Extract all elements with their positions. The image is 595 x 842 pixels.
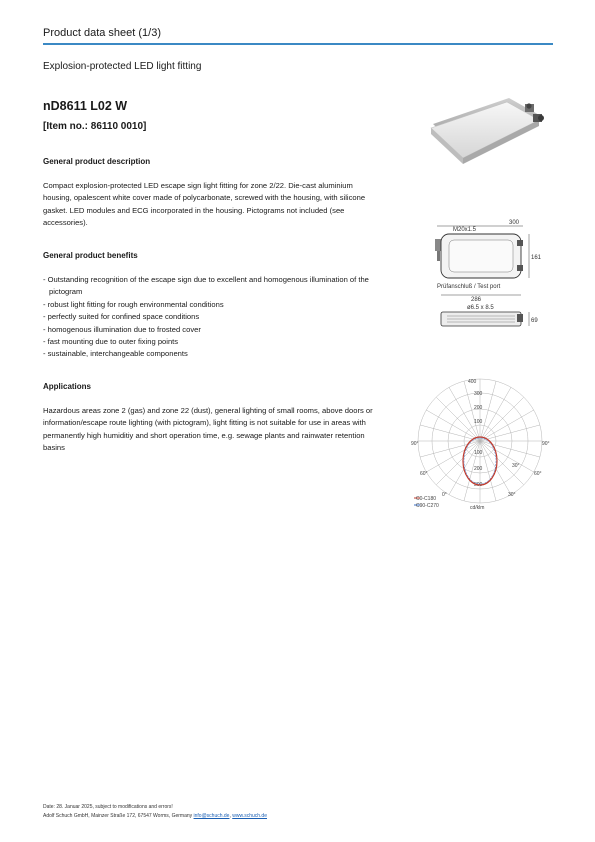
benefits-list (43, 274, 378, 361)
polar-angle-label: 30° (512, 463, 520, 469)
header-divider (43, 43, 553, 45)
footer-address-line: Adolf Schuch GmbH, Mainzer Straße 172, 67547 Worms, Germany info@schuch.de, www.schuch.de (43, 812, 267, 819)
dim-height: 69 (531, 318, 538, 324)
polar-angle-label: 60° (534, 471, 542, 477)
dim-thread: M20x1.5 (453, 227, 477, 233)
product-photo (425, 92, 550, 174)
polar-ring-label: 300 (474, 482, 483, 488)
polar-angle-label: 60° (420, 471, 428, 477)
applications-text: Hazardous areas zone 2 (gas) and zone 22 (dust), general lighting of small rooms, above doors or information/escape route lighting (with pictogram), light fitting is not suitable for use in areas with permanently high humiditiy and short operation time, e.g. sewage plants and rainwater retention basins (43, 406, 373, 453)
benefit-item: - Outstanding recognition of the escape sign due to excellent and homogenous illumination of the pictogram (43, 275, 369, 297)
dim-depth: 161 (531, 255, 542, 261)
benefit-item: - homogenous illumination due to frosted cover (43, 324, 201, 334)
dimension-drawing (425, 215, 550, 335)
applications-heading: Applications (43, 382, 92, 391)
description-heading: General product description (43, 157, 151, 166)
benefit-item: - fast mounting due to outer fixing points (43, 337, 179, 347)
polar-ring-label: 200 (474, 405, 483, 411)
polar-angle-label: 0° (442, 492, 447, 498)
benefit-item: - sustainable, interchangeable components (43, 349, 188, 359)
footer (43, 803, 267, 820)
dim-fixing-distance: 286 (471, 297, 482, 303)
benefits-heading: General product benefits (43, 251, 138, 260)
polar-light-distribution-diagram (408, 375, 553, 515)
polar-angle-label: 90° (411, 441, 419, 447)
polar-ring-label: 100 (474, 419, 483, 425)
benefit-item: - robust light fitting for rough environmental conditions (43, 299, 224, 309)
polar-ring-label: 400 (468, 379, 477, 385)
polar-angle-label: 30° (508, 492, 516, 498)
dim-width-top: 300 (509, 220, 520, 226)
polar-unit: cd/klm (470, 505, 485, 511)
document-header-title: Product data sheet (1/3) (43, 27, 162, 39)
dim-fixing-hole: ø6.5 x 8.5 (467, 305, 494, 311)
footer-date: Date: 28. Januar 2025, subject to modifications and errors! (43, 804, 173, 810)
legend-c90-c270: C90-C270 (416, 503, 439, 509)
item-number: [Item no.: 86110 0010] (43, 121, 147, 132)
email-link[interactable]: info@schuch.de (193, 812, 230, 819)
website-link[interactable]: www.schuch.de (232, 812, 267, 819)
legend-c0-c180: C0-C180 (416, 496, 437, 502)
benefit-item: - perfectly suited for confined space conditions (43, 312, 200, 322)
polar-ring-label: 200 (474, 466, 483, 472)
test-port-label: Prüfanschluß / Test port (437, 284, 501, 290)
polar-angle-label: 90° (542, 441, 550, 447)
product-category: Explosion-protected LED light fitting (43, 61, 202, 72)
description-text: Compact explosion-protected LED escape sign light fitting for zone 2/22. Die-cast aluminium housing, opalescent white cover made of polycarbonate, screwed with the housing, with silicone gasket. LED modules and ECG incorporated in the housing. Pictograms not included (see accessories). (43, 181, 366, 228)
footer-address: Adolf Schuch GmbH, Mainzer Straße 172, 67547 Worms, Germany (43, 812, 193, 819)
polar-ring-label: 300 (474, 391, 483, 397)
product-name: nD8611 L02 W (43, 99, 128, 113)
polar-ring-label: 100 (474, 450, 483, 456)
